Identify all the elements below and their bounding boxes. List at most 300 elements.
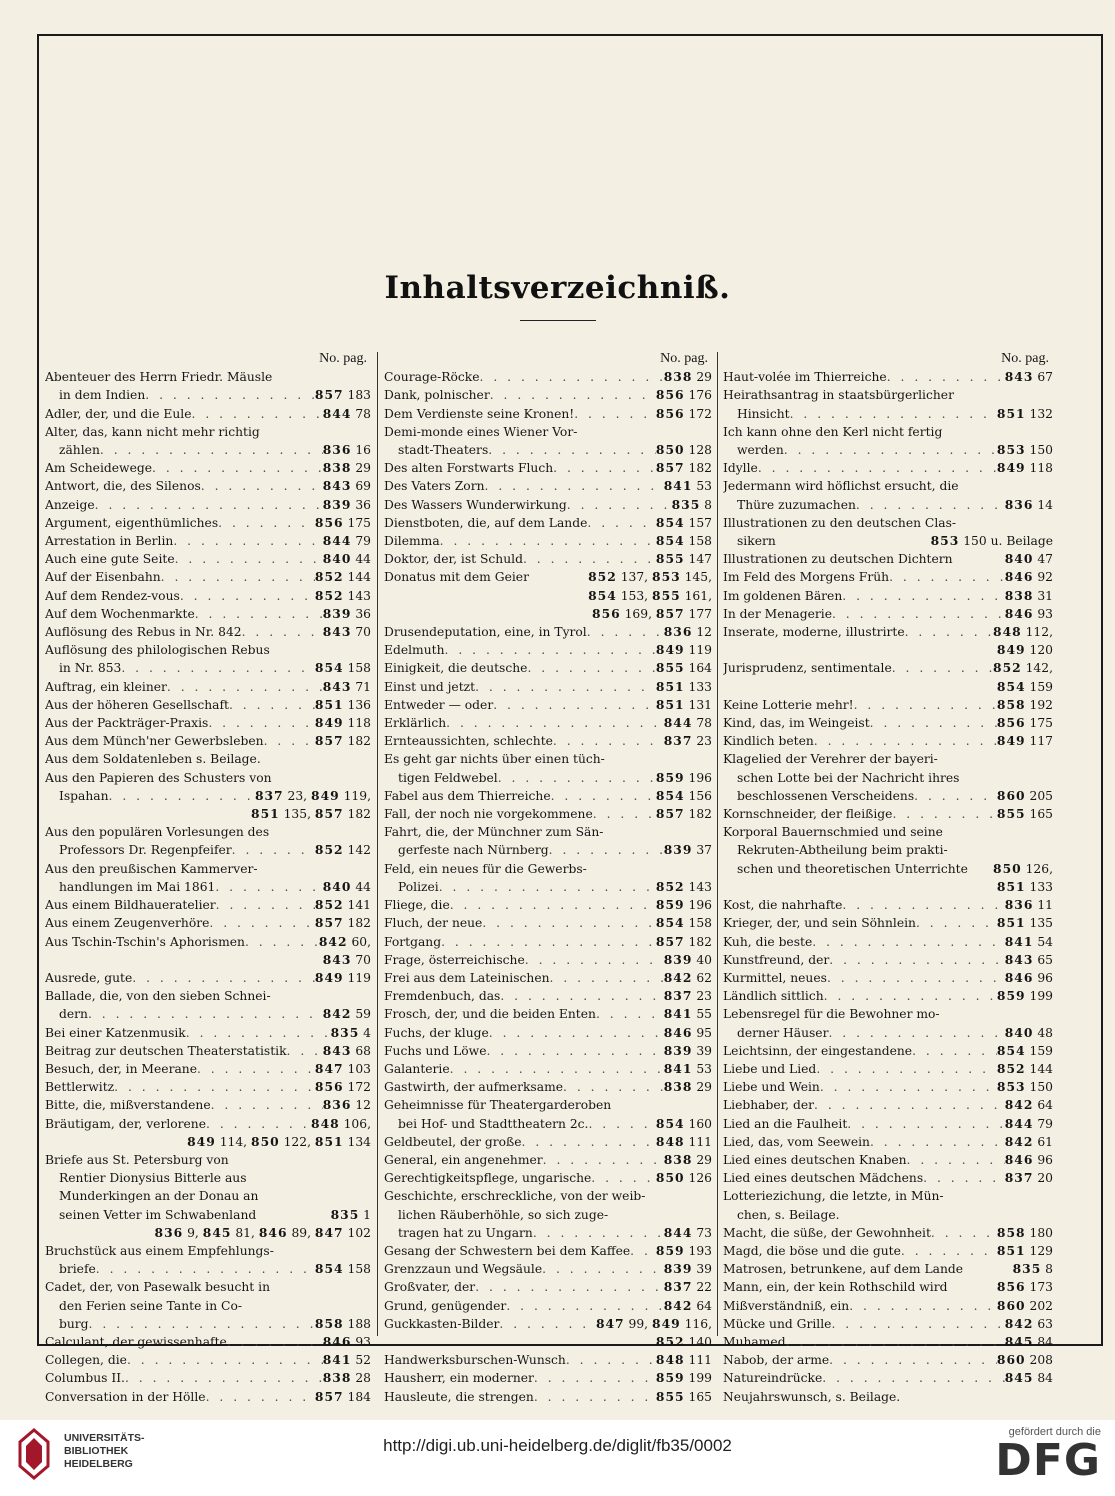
- page-number: 37: [696, 843, 712, 858]
- page-number: 159: [1029, 679, 1053, 694]
- page-number: 169,: [624, 606, 652, 621]
- entry-title: Gerechtigkeitspflege, ungarische: [384, 1171, 592, 1186]
- spacer: [272, 368, 371, 386]
- index-entry: [723, 386, 1053, 404]
- page-number: 140: [688, 1334, 712, 1349]
- entry-references: [315, 1315, 371, 1333]
- index-entry: [45, 1005, 371, 1023]
- entry-references: [997, 987, 1053, 1005]
- index-entry: [384, 605, 712, 623]
- entry-title: Auf der Eisenbahn: [45, 570, 161, 585]
- leader-dots: [828, 1024, 1004, 1042]
- index-entry: [45, 987, 371, 1005]
- spacer: [384, 605, 592, 623]
- entry-references: [1005, 1133, 1053, 1151]
- issue-number: 842: [1004, 1133, 1034, 1149]
- leader-dots: [832, 605, 1005, 623]
- issue-number: 842: [663, 969, 693, 985]
- issue-number: 837: [1004, 1170, 1034, 1186]
- entry-references: [931, 532, 1053, 550]
- permalink-url[interactable]: http://digi.ub.uni-heidelberg.de/diglit/fb35/0002: [383, 1436, 732, 1455]
- issue-number: 853: [652, 569, 681, 585]
- entry-title: [45, 1133, 59, 1151]
- entry-references: [993, 860, 1053, 878]
- issue-number: 844: [322, 405, 352, 421]
- page-number: 40: [696, 952, 712, 967]
- entry-references: [323, 1351, 371, 1369]
- spacer: [529, 568, 588, 586]
- index-entry: [45, 714, 371, 732]
- entry-title: Aus einem Zeugenverhöre: [45, 916, 210, 931]
- entry-title: Ispahan: [59, 788, 109, 803]
- entry-title: Collegen, die: [45, 1353, 127, 1368]
- index-entry: [45, 1297, 371, 1315]
- leader-dots: [480, 368, 664, 386]
- index-entry: [384, 368, 712, 386]
- entry-references: [315, 714, 371, 732]
- page-number: 92: [1037, 570, 1053, 585]
- page-number: 126,: [1025, 861, 1053, 876]
- entry-references: [1005, 568, 1053, 586]
- spacer: [938, 750, 1053, 768]
- entry-title: [45, 805, 59, 823]
- entry-title: Demi-monde eines Wiener Vor-: [384, 424, 578, 439]
- entry-title: Fluch, der neue: [384, 916, 483, 931]
- entry-title: Krieger, der, und sein Söhnlein: [723, 916, 916, 931]
- entry-title: Ernteaussichten, schlechte: [384, 734, 553, 749]
- page-number: 143: [347, 588, 371, 603]
- issue-number: 841: [663, 478, 693, 494]
- leader-dots: [831, 1315, 1004, 1333]
- page-number: 1: [363, 1207, 371, 1222]
- index-entry: [384, 496, 712, 514]
- issue-number: 838: [322, 460, 352, 476]
- issue-number: 844: [663, 1224, 693, 1240]
- page-number: 199: [1029, 989, 1053, 1004]
- page-number: 55: [696, 1007, 712, 1022]
- entry-title: in dem Indien: [59, 388, 146, 403]
- page-number: 133: [688, 679, 712, 694]
- page-number: 158: [688, 916, 712, 931]
- index-entry: [45, 605, 371, 623]
- entry-references: [997, 678, 1053, 696]
- spacer: [603, 823, 712, 841]
- page-number: 20: [1037, 1171, 1053, 1186]
- index-entry: [384, 1005, 712, 1023]
- entry-references: [997, 1278, 1053, 1296]
- issue-number: 843: [1004, 369, 1034, 385]
- entry-references: [997, 914, 1053, 932]
- leader-dots: [195, 605, 323, 623]
- spacer: [611, 1096, 712, 1114]
- leader-dots: [525, 951, 664, 969]
- issue-number: 851: [314, 1133, 344, 1149]
- leader-dots: [790, 405, 997, 423]
- issue-number: 841: [1004, 933, 1034, 949]
- page-number: 144: [347, 570, 371, 585]
- index-entry: [723, 1333, 1053, 1351]
- leader-dots: [506, 1297, 663, 1315]
- spacer: [577, 423, 712, 441]
- index-entry: [723, 423, 1053, 441]
- entry-references: [664, 1024, 712, 1042]
- leader-dots: [587, 623, 664, 641]
- leader-dots: [486, 1042, 663, 1060]
- page-number: 153,: [620, 588, 649, 603]
- index-entry: [384, 1351, 712, 1369]
- leader-dots: [498, 769, 656, 787]
- leader-dots: [829, 1351, 997, 1369]
- viewer-footer: [0, 1420, 1115, 1496]
- index-entry: [723, 860, 1053, 878]
- page-number: 23,: [287, 788, 308, 803]
- spacer: [59, 1224, 155, 1242]
- spacer: [256, 1206, 330, 1224]
- page-number: 182: [347, 807, 371, 822]
- leader-dots: [488, 441, 656, 459]
- sponsor-note: gefördert durch die: [1008, 1426, 1101, 1438]
- entry-references: [656, 459, 712, 477]
- issue-number: 843: [322, 1042, 352, 1058]
- index-entry: [723, 1369, 1053, 1387]
- index-entry: [384, 386, 712, 404]
- page-number: 103: [347, 1061, 371, 1076]
- entry-references: [656, 805, 712, 823]
- index-entry: [384, 1315, 712, 1333]
- issue-number: 842: [1004, 1315, 1034, 1331]
- leader-dots: [784, 441, 997, 459]
- entry-title: Dank, polnischer: [384, 388, 490, 403]
- issue-number: 859: [655, 1370, 685, 1386]
- entry-title: Kuh, die beste: [723, 934, 813, 949]
- entry-title: Leichtsinn, der eingestandene: [723, 1043, 913, 1058]
- entry-references: [656, 933, 712, 951]
- leader-dots: [175, 550, 323, 568]
- spacer: [900, 1388, 1053, 1406]
- entry-title: Magd, die böse und die gute: [723, 1243, 901, 1258]
- leader-dots: [161, 568, 315, 586]
- leader-dots: [100, 441, 323, 459]
- leader-dots: [812, 933, 1005, 951]
- page-number: 89,: [291, 1225, 311, 1240]
- issue-number: 854: [655, 1115, 685, 1131]
- entry-title: schen und theoretischen Unterrichte: [737, 861, 968, 876]
- issue-number: 852: [314, 897, 344, 913]
- spacer: [605, 750, 712, 768]
- issue-number: 839: [322, 496, 352, 512]
- page-number: 145,: [684, 570, 712, 585]
- entry-title: stadt-Theaters: [398, 443, 489, 458]
- index-entry: [384, 1278, 712, 1296]
- issue-number: 836: [322, 442, 352, 458]
- issue-number: 843: [322, 478, 352, 494]
- issue-number: 840: [322, 551, 352, 567]
- entry-references: [323, 477, 371, 495]
- leader-dots: [814, 1096, 1005, 1114]
- leader-dots: [870, 1133, 1005, 1151]
- page-number: 29: [696, 370, 712, 385]
- page-number: 12: [355, 1098, 371, 1113]
- index-entry: [384, 405, 712, 423]
- spacer: [948, 841, 1053, 859]
- leader-dots: [121, 659, 315, 677]
- page-number: 71: [355, 679, 371, 694]
- page-number: 53: [696, 479, 712, 494]
- index-entry: [723, 659, 1053, 677]
- entry-references: [993, 659, 1053, 677]
- spacer: [959, 769, 1053, 787]
- page-number: 159: [1029, 1043, 1053, 1058]
- leader-dots: [553, 732, 664, 750]
- page-number: 23: [696, 989, 712, 1004]
- entry-references: [331, 1024, 371, 1042]
- page-number: 70: [355, 625, 371, 640]
- entry-references: [664, 969, 712, 987]
- entry-title: Macht, die süße, der Gewohnheit: [723, 1225, 931, 1240]
- issue-number: 854: [314, 660, 344, 676]
- page-number: 111: [688, 1353, 712, 1368]
- issue-number: 849: [996, 733, 1026, 749]
- issue-number: 853: [996, 1079, 1026, 1095]
- page-number: 48: [1037, 1025, 1053, 1040]
- page-number: 175: [1029, 716, 1053, 731]
- entry-references: [997, 787, 1053, 805]
- issue-number: 857: [314, 733, 344, 749]
- leader-dots: [132, 969, 315, 987]
- leader-dots: [89, 1315, 315, 1333]
- page-number: 131: [688, 697, 712, 712]
- entry-title: Briefe aus St. Petersburg von: [45, 1152, 229, 1167]
- entry-references: [997, 405, 1053, 423]
- index-entry: [45, 459, 371, 477]
- issue-number: 853: [996, 442, 1026, 458]
- issue-number: 851: [655, 678, 685, 694]
- issue-number: 848: [655, 1352, 685, 1368]
- issue-number: 856: [314, 514, 344, 530]
- entry-references: [993, 623, 1053, 641]
- spacer: [270, 1278, 371, 1296]
- spacer: [271, 987, 371, 1005]
- leader-dots: [914, 787, 997, 805]
- page-number: 47: [1037, 552, 1053, 567]
- entry-title: Ballade, die, von den sieben Schnei-: [45, 989, 271, 1004]
- entry-title: Aus den preußischen Kammerver-: [45, 861, 258, 876]
- page-number: 182: [688, 461, 712, 476]
- index-entry: [384, 1115, 712, 1133]
- issue-number: 840: [1004, 1024, 1034, 1040]
- entry-references: [656, 1333, 712, 1351]
- spacer: [269, 823, 371, 841]
- entry-references: [315, 568, 371, 586]
- entry-title: Lied eines deutschen Mädchens: [723, 1171, 924, 1186]
- page-number: 137,: [620, 570, 649, 585]
- page-number: 63: [1037, 1316, 1053, 1331]
- issue-number: 857: [655, 460, 685, 476]
- entry-references: [1005, 496, 1053, 514]
- entry-references: [656, 1388, 712, 1406]
- index-entry: [384, 1206, 712, 1224]
- leader-dots: [566, 1351, 656, 1369]
- entry-title: Cadet, der, von Pasewalk besucht in: [45, 1280, 271, 1295]
- entry-references: [1005, 587, 1053, 605]
- dfg-logo: DFG: [995, 1435, 1101, 1486]
- leader-dots: [192, 405, 323, 423]
- page-number: 161,: [684, 588, 712, 603]
- entry-title: Bruchstück aus einem Empfehlungs-: [45, 1243, 274, 1258]
- index-entry: [45, 641, 371, 659]
- entry-title: Einigkeit, die deutsche: [384, 661, 528, 676]
- issue-number: 858: [996, 696, 1026, 712]
- issue-number: 838: [663, 1079, 693, 1095]
- issue-number: 837: [663, 733, 693, 749]
- page-number: 78: [696, 716, 712, 731]
- index-entry: [723, 1224, 1053, 1242]
- index-entry: [45, 623, 371, 641]
- leader-dots: [870, 714, 997, 732]
- spacer: [776, 532, 931, 550]
- leader-dots: [901, 1242, 997, 1260]
- leader-dots: [854, 696, 997, 714]
- index-entry: [45, 769, 371, 787]
- page-number: 165: [688, 1389, 712, 1404]
- entry-references: [997, 459, 1053, 477]
- leader-dots: [206, 1115, 311, 1133]
- entry-title: Jedermann wird höflichst ersucht, die: [723, 479, 959, 494]
- index-entry: [384, 441, 712, 459]
- page-number: 59: [355, 1007, 371, 1022]
- leader-dots: [475, 1278, 664, 1296]
- entry-title: Geldbeutel, der große: [384, 1134, 522, 1149]
- index-entry: [384, 896, 712, 914]
- leader-dots: [114, 1078, 315, 1096]
- index-entry: [45, 386, 371, 404]
- entry-references: [323, 678, 371, 696]
- entry-references: [1005, 896, 1053, 914]
- spacer: [608, 1206, 712, 1224]
- entry-references: [323, 1096, 371, 1114]
- entry-references: [656, 914, 712, 932]
- page-number: 196: [688, 898, 712, 913]
- issue-number: 843: [322, 678, 352, 694]
- library-name-line: HEIDELBERG: [64, 1458, 133, 1470]
- page-number: 205: [1029, 788, 1053, 803]
- issue-number: 849: [655, 642, 685, 658]
- page-number: 62: [696, 970, 712, 985]
- entry-title: Antwort, die, des Silenos: [45, 479, 201, 494]
- entry-references: [315, 1078, 371, 1096]
- entry-references: [1005, 1369, 1053, 1387]
- index-entry: [45, 732, 371, 750]
- index-entry: [723, 514, 1053, 532]
- leader-dots: [96, 1260, 315, 1278]
- issue-number: 857: [314, 806, 344, 822]
- page-number: 116,: [684, 1316, 712, 1331]
- page-number: 182: [347, 916, 371, 931]
- page-number: 9,: [187, 1225, 199, 1240]
- page-number: 193: [688, 1243, 712, 1258]
- spacer: [943, 823, 1053, 841]
- leader-dots: [543, 1151, 664, 1169]
- index-entry: [384, 423, 712, 441]
- spacer: [258, 860, 371, 878]
- index-entry: [384, 550, 712, 568]
- entry-title: Donatus mit dem Geier: [384, 570, 529, 585]
- issue-number: 843: [1004, 951, 1034, 967]
- entry-references: [1005, 550, 1053, 568]
- leader-dots: [842, 587, 1004, 605]
- entry-references: [323, 405, 371, 423]
- index-entry: [45, 532, 371, 550]
- entry-title: Lied, das, vom Seewein: [723, 1134, 870, 1149]
- entry-references: [187, 1133, 371, 1151]
- entry-references: [315, 1060, 371, 1078]
- entry-title: Kost, die nahrhafte: [723, 898, 843, 913]
- issue-number: 852: [996, 1060, 1026, 1076]
- leader-dots: [229, 696, 315, 714]
- page-number: 126: [688, 1171, 712, 1186]
- page-number: 31: [1037, 588, 1053, 603]
- issue-number: 846: [322, 1333, 352, 1349]
- entry-references: [997, 1297, 1053, 1315]
- entry-title: werden: [737, 443, 784, 458]
- index-entry: [45, 1024, 371, 1042]
- issue-number: 856: [996, 715, 1026, 731]
- entry-references: [323, 878, 371, 896]
- entry-title: Dienstboten, die, auf dem Lande: [384, 515, 588, 530]
- entry-title: Grund, genügender: [384, 1298, 507, 1313]
- entry-references: [656, 550, 712, 568]
- page-number: 129: [1029, 1243, 1053, 1258]
- issue-number: 858: [314, 1315, 344, 1331]
- index-entry: [723, 1042, 1053, 1060]
- leader-dots: [892, 805, 996, 823]
- issue-number: 843: [322, 951, 352, 967]
- page-number: 177: [688, 606, 712, 621]
- index-entry: [723, 1115, 1053, 1133]
- leader-dots: [450, 896, 656, 914]
- issue-number: 858: [996, 1224, 1026, 1240]
- leader-dots: [905, 623, 993, 641]
- entry-references: [664, 1005, 712, 1023]
- index-entry: [384, 477, 712, 495]
- page-number: 143: [688, 879, 712, 894]
- page-number: 64: [696, 1298, 712, 1313]
- leader-dots: [493, 696, 656, 714]
- index-entry: [384, 1369, 712, 1387]
- entry-title: Matrosen, betrunkene, auf dem Lande: [723, 1262, 964, 1277]
- library-name-line: BIBLIOTHEK: [64, 1445, 129, 1457]
- issue-number: 860: [996, 787, 1026, 803]
- entry-title: Liebe und Wein: [723, 1080, 820, 1095]
- page-number: 69: [355, 479, 371, 494]
- page-number: 119: [347, 970, 371, 985]
- issue-number: 849: [652, 1315, 681, 1331]
- leader-dots: [482, 914, 656, 932]
- leader-dots: [95, 496, 323, 514]
- entry-title: Courage-Röcke: [384, 370, 480, 385]
- index-entry: [384, 1297, 712, 1315]
- index-entry: [723, 405, 1053, 423]
- issue-number: 851: [996, 915, 1026, 931]
- index-entry: [723, 587, 1053, 605]
- page-number: 134: [347, 1134, 371, 1149]
- index-entry: [723, 368, 1053, 386]
- issue-number: 836: [1004, 897, 1034, 913]
- spacer: [723, 641, 997, 659]
- entry-title: dern: [59, 1007, 88, 1022]
- issue-number: 838: [663, 369, 693, 385]
- entry-references: [656, 532, 712, 550]
